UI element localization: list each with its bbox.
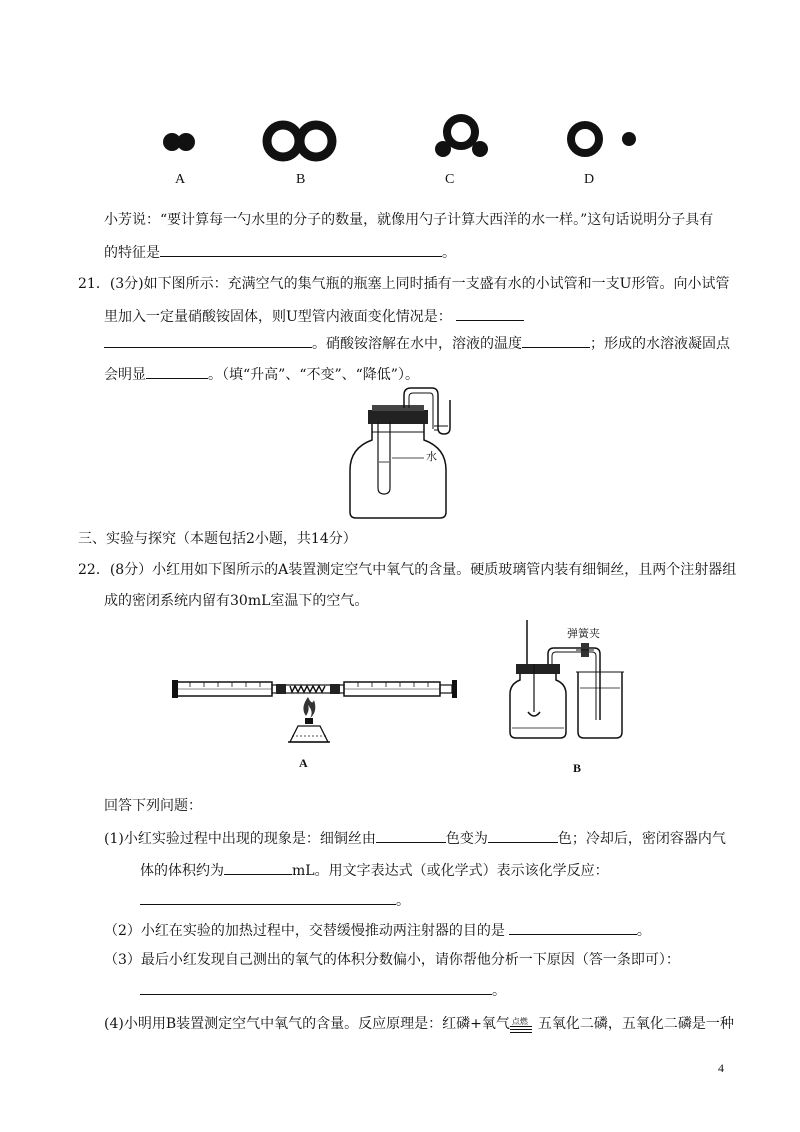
q22-p4: [104, 1014, 734, 1034]
page-number: 4: [718, 1061, 724, 1075]
q22-p3-line2: [140, 980, 506, 1001]
q22-p1-e: mL。用文字表达式（或化学式）表示该化学反应：: [292, 863, 609, 879]
q21-line3-b: ；形成的水溶液凝固点: [590, 336, 730, 352]
q22-p1-line1: [104, 828, 726, 849]
q22-line2: 成的密闭系统内留有30mL室温下的空气。: [104, 593, 369, 609]
q22-answer-prompt: 回答下列问题：: [104, 798, 202, 814]
molecule-label-c: C: [445, 172, 455, 187]
q22-blank-reason[interactable]: [140, 980, 492, 995]
q22-p2: [104, 920, 651, 941]
ignite-condition-label: 点燃: [511, 1017, 528, 1026]
q21-line1: 21．(3分)如下图所示：充满空气的集气瓶的瓶塞上同时插有一支盛有水的小试管和一支U形管。向小试管: [78, 276, 730, 292]
q20-line1: 小芳说：“要计算每一勺水里的分子的数量，就像用勺子计算大西洋的水一样。”这句话说明分子具有: [104, 212, 714, 228]
q22-p1-d: 体的体积约为: [140, 863, 224, 879]
q22-line1: 22．(8分）小红用如下图所示的A装置测定空气中氧气的含量。硬质玻璃管内装有细铜丝，且两个注射器组: [78, 562, 737, 578]
q22-blank-color-to[interactable]: [488, 828, 558, 843]
q22-figure-b-label: B: [573, 761, 582, 775]
q22-p4-b: 五氧化二磷，五氧化二磷是一种: [537, 1016, 734, 1032]
q22-p2-a: （2）小红在实验的加热过程中，交替缓慢推动两注射器的目的是: [104, 923, 505, 939]
q21-line4-b: 。（填“升高”、“不变”、“降低”）。: [208, 367, 419, 383]
q21-line4-a: 会明显: [104, 367, 146, 383]
q22-p1-b: 色变为: [445, 831, 488, 847]
section3-heading: 三、实验与探究（本题包括2小题，共14分）: [78, 531, 357, 547]
molecule-label-a: A: [175, 172, 186, 187]
q22-blank-color-from[interactable]: [376, 828, 446, 843]
q20-line2-suffix: 。: [442, 245, 456, 261]
ignite-condition: [510, 1014, 532, 1034]
q22-clamp-label: 弹簧夹: [567, 627, 600, 640]
q22-p1-end: 。: [396, 893, 410, 909]
molecule-label-b: B: [296, 172, 306, 187]
q22-p1-a: (1)小红实验过程中出现的现象是：细铜丝由: [104, 831, 376, 847]
q21-water-label: 水: [426, 450, 437, 463]
q21-line2-text: 里加入一定量硝酸铵固体，则U型管内液面变化情况是：: [104, 309, 452, 325]
q22-p3: （3）最后小红发现自己测出的氧气的体积分数偏小，请你帮他分析一下原因（答一条即可）：: [104, 952, 680, 968]
q22-p4-a: (4)小明用B装置测定空气中氧气的含量。反应原理是：红磷+氧气: [104, 1016, 510, 1032]
q22-blank-purpose[interactable]: [509, 920, 637, 935]
q20-line2-prefix: 的特征是: [104, 245, 160, 261]
q22-p1-line3: [140, 890, 410, 911]
q22-p3-end: 。: [492, 983, 506, 999]
q22-p2-end: 。: [636, 923, 651, 939]
q22-figure-a-label: A: [299, 756, 308, 770]
q22-blank-volume[interactable]: [224, 860, 292, 875]
molecule-label-d: D: [584, 172, 595, 187]
q21-line3-a: 。硝酸铵溶解在水中，溶液的温度: [312, 336, 522, 352]
q22-blank-equation[interactable]: [140, 890, 396, 905]
q22-p1-c: 色；冷却后，密闭容器内气: [557, 831, 726, 847]
q22-p1-line2: [140, 860, 609, 881]
